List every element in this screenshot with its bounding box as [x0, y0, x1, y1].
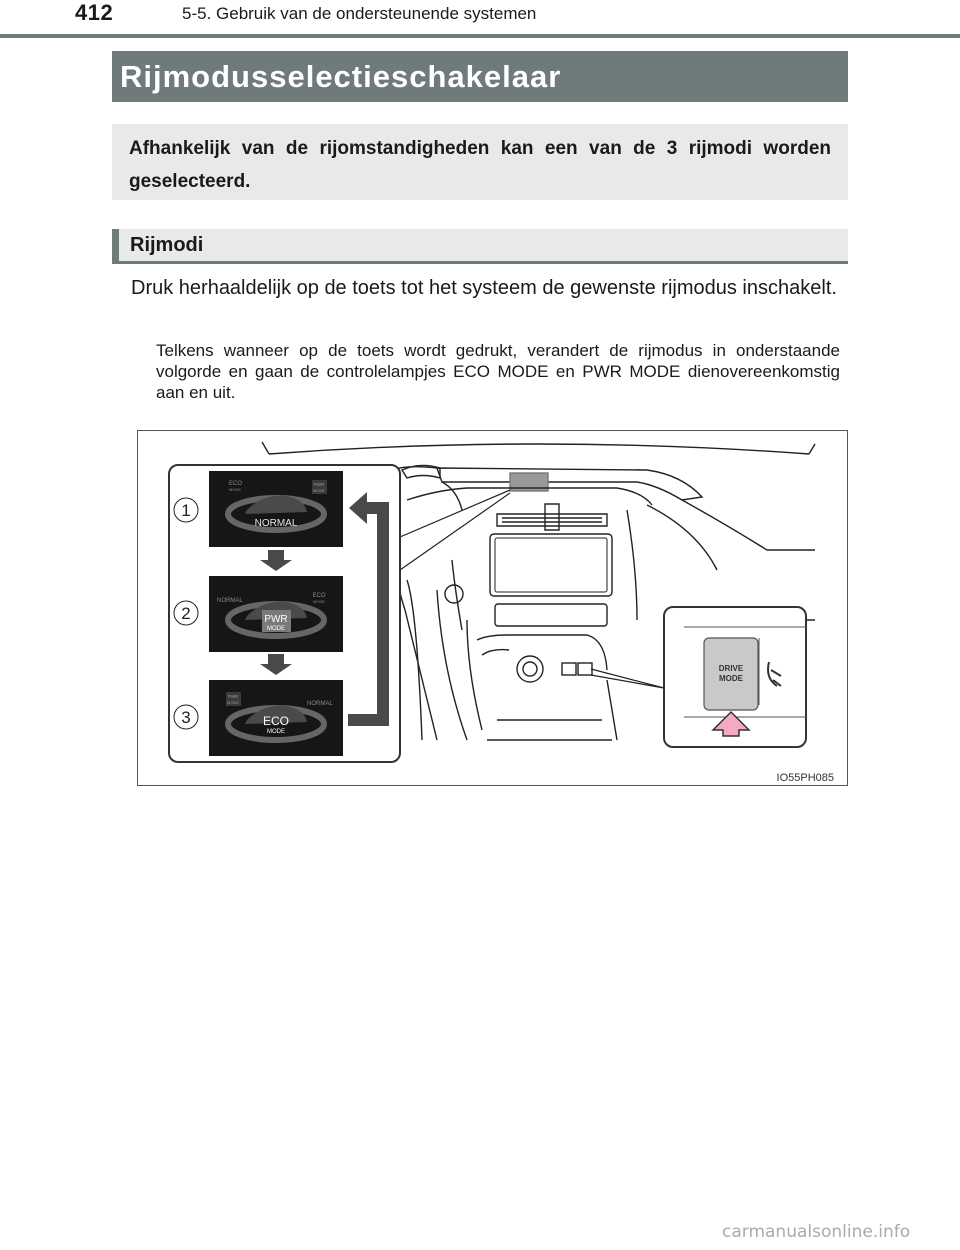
svg-text:NORMAL: NORMAL: [307, 701, 333, 707]
figure-code: IO55PH085: [776, 772, 834, 784]
svg-text:MODE: MODE: [313, 488, 325, 493]
watermark: carmanualsonline.info: [722, 1222, 911, 1242]
subsection-heading: [112, 229, 848, 264]
drive-mode-figure: [137, 430, 848, 786]
svg-text:ECO: ECO: [312, 593, 326, 599]
svg-text:MODE: MODE: [267, 729, 285, 735]
svg-text:MODE: MODE: [229, 487, 241, 492]
svg-text:PWR: PWR: [313, 482, 325, 487]
header-rule: [0, 34, 960, 38]
drive-mode-switch-detail: [664, 607, 806, 747]
mode-label-pwr: PWR: [264, 614, 288, 625]
mode-label-eco: ECO: [262, 714, 290, 728]
svg-text:ECO: ECO: [229, 481, 243, 487]
svg-text:MODE: MODE: [267, 626, 285, 632]
subsection-label: Rijmodi: [130, 234, 204, 256]
display-eco-mode: [209, 680, 343, 756]
section-title: Rijmodusselectieschakelaar: [112, 51, 848, 102]
note-text: Telkens wanneer op de toets wordt gedrukt, verandert de rijmodus in onderstaande volgorde en gaan de controlelampjes ECO MODE en PWR MODE dienovereenkomstig aan en uit.: [156, 341, 840, 402]
step-number-3: 3: [181, 708, 191, 727]
display-pwr-mode: [209, 576, 343, 652]
subsection-bar: [112, 229, 119, 261]
svg-text:MODE: MODE: [719, 674, 743, 683]
instruction-text: Druk herhaaldelijk op de toets tot het systeem de gewenste rijmodus inschakelt.: [131, 277, 837, 299]
drive-mode-button-label: DRIVE: [718, 664, 744, 673]
svg-text:NORMAL: NORMAL: [217, 598, 243, 604]
page-number: 412: [75, 0, 114, 25]
display-normal: [209, 471, 343, 547]
intro-box: Afhankelijk van de rijomstandigheden kan een van de 3 rijmodi worden geselecteerd.: [112, 124, 848, 200]
running-head: 5-5. Gebruik van de ondersteunende systemen: [182, 4, 537, 23]
svg-text:PWR: PWR: [227, 694, 239, 699]
step-number-1: 1: [181, 501, 191, 520]
svg-text:MODE: MODE: [313, 599, 325, 604]
svg-text:MODE: MODE: [227, 700, 239, 705]
mode-label-normal: NORMAL: [254, 518, 298, 529]
step-number-2: 2: [181, 604, 191, 623]
